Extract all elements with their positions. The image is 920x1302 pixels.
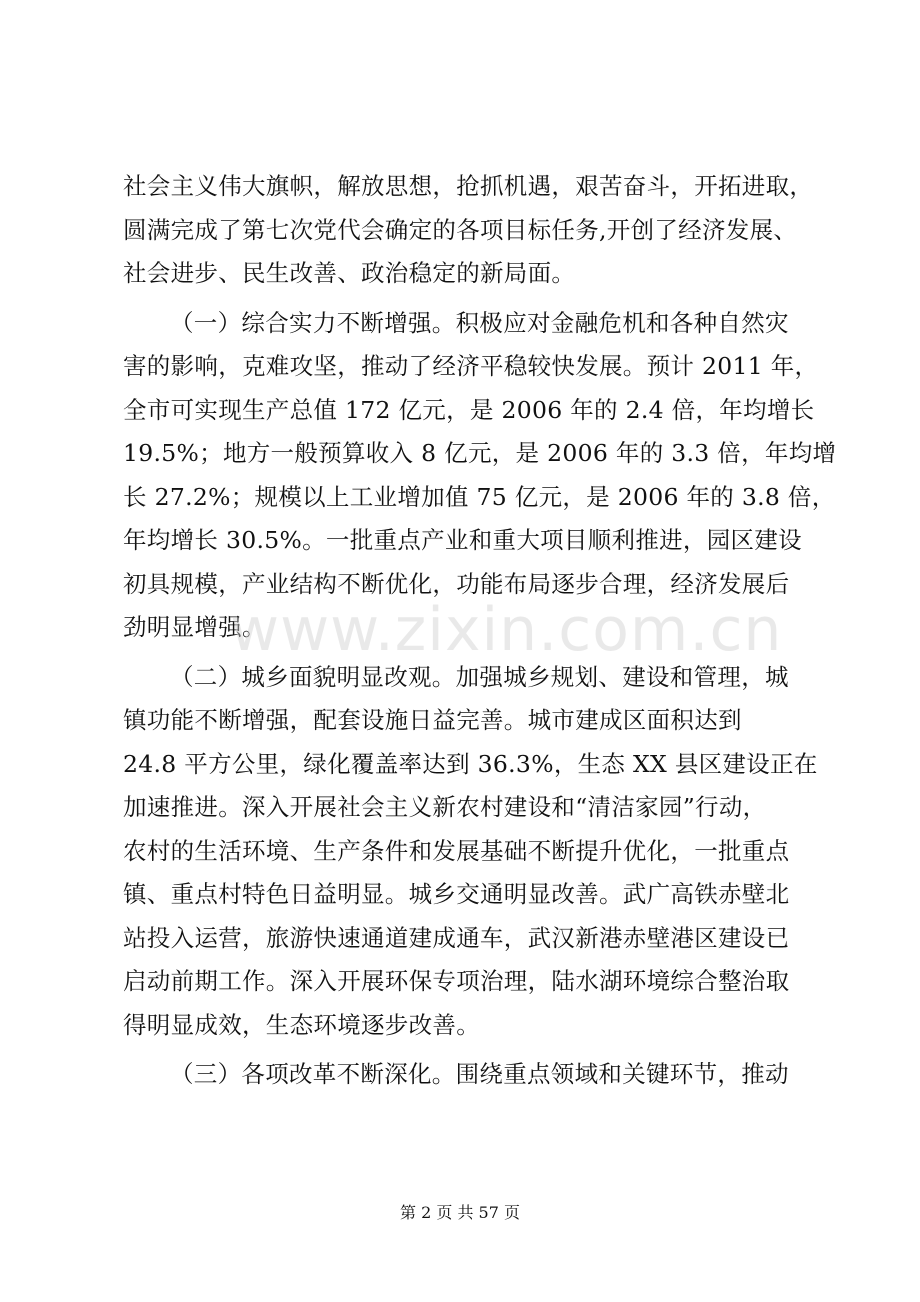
watermark: www.zixin.com.cn <box>230 595 783 665</box>
text-line: 镇、重点村特色日益明显。城乡交通明显改善。武广高铁赤壁北 <box>123 880 790 908</box>
text-line: 得明显成效，生态环境逐步改善。 <box>123 1010 480 1039</box>
text-line: 19.5%；地方一般预算收入 8 亿元，是 2006 年的 3.3 倍，年均增 <box>123 439 837 467</box>
text-line: 启动前期工作。深入开展环保专项治理，陆水湖环境综合整治取 <box>123 967 790 995</box>
paragraph-heading-line: （一）综合实力不断增强。积极应对金融危机和各种自然灾 <box>170 308 789 337</box>
text-line: 社会进步、民生改善、政治稳定的新局面。 <box>123 259 576 287</box>
document-body <box>123 165 837 1097</box>
text-line: 农村的生活环境、生产条件和发展基础不断提升优化，一批重点 <box>123 836 790 865</box>
text-line: 24.8 平方公里，绿化覆盖率达到 36.3%，生态 XX 县区建设正在 <box>123 749 818 778</box>
text-line: 劲明显增强。 <box>123 613 266 641</box>
text-line: 社会主义伟大旗帜，解放思想，抢抓机遇，艰苦奋斗，开拓进取， <box>123 172 814 200</box>
text-line: 圆满完成了第七次党代会确定的各项目标任务,开创了经济发展、 <box>123 215 798 244</box>
text-line: 全市可实现生产总值 172 亿元，是 2006 年的 2.4 倍，年均增长 <box>123 395 815 424</box>
paragraph-heading-line: （二）城乡面貌明显改观。加强城乡规划、建设和管理，城 <box>170 662 789 691</box>
text-line: 站投入运营，旅游快速通道建成通车，武汉新港赤壁港区建设已 <box>123 923 790 952</box>
text-line: 年均增长 30.5%。一批重点产业和重大项目顺利推进，园区建设 <box>123 526 802 554</box>
paragraph-heading-line: （三）各项改革不断深化。围绕重点领域和关键环节，推动 <box>170 1060 789 1088</box>
page-footer: 第 2 页 共 57 页 <box>400 1203 520 1222</box>
text-line: 长 27.2%；规模以上工业增加值 75 亿元，是 2006 年的 3.8 倍， <box>123 482 836 511</box>
text-line: 害的影响，克难攻坚，推动了经济平稳较快发展。预计 2011 年， <box>123 352 819 380</box>
text-line: 初具规模，产业结构不断优化，功能布局逐步合理，经济发展后 <box>123 569 790 598</box>
text-line: 镇功能不断增强，配套设施日益完善。城市建成区面积达到 <box>123 706 742 734</box>
text-line: 加速推进。深入开展社会主义新农村建设和“清洁家园”行动， <box>123 793 767 821</box>
